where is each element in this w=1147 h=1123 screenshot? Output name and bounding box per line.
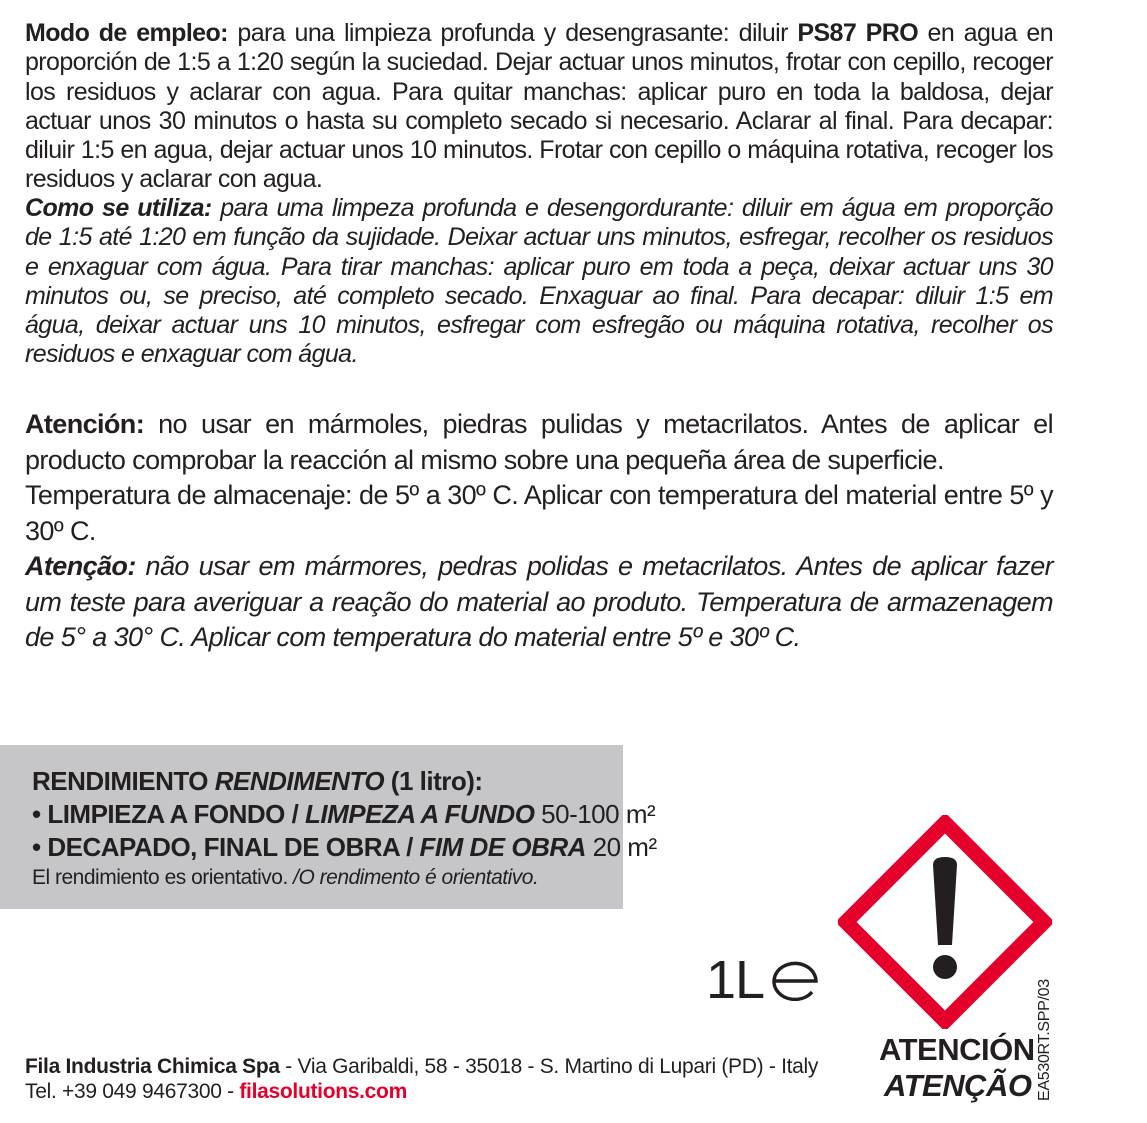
instructions-es xyxy=(25,19,1053,195)
yield-item2-value: 20 m² xyxy=(585,832,657,862)
estimated-e-mark-icon xyxy=(770,961,820,1001)
product-code: EA530RT.SPP/03 xyxy=(1036,979,1053,1101)
exclamation-mark-hazard-icon xyxy=(838,815,1052,1029)
storage-temperature-es: Temperatura de almacenaje: de 5º a 30º C. Aplicar con temperatura del material entre 5º y 30º C. xyxy=(25,480,1053,546)
warning-es-label: Atención: xyxy=(25,409,145,439)
yield-note xyxy=(32,866,538,890)
instructions-pt-label: Como se utiliza: xyxy=(25,194,212,222)
warning-pt-label: Atenção: xyxy=(25,551,136,581)
yield-item1-pt: LIMPEZA A FUNDO xyxy=(305,799,535,829)
warning-es xyxy=(25,407,1053,549)
warning-es-text: no usar en mármoles, piedras pulidas y metacrilatos. Antes de aplicar el producto comprobar la reacción al mismo sobre una pequeña área de superficie. xyxy=(25,409,1053,475)
yield-note-es: El rendimiento es orientativo. xyxy=(32,866,294,889)
yield-item1-value: 50-100 m² xyxy=(534,799,656,829)
signal-word-es: ATENCIÓN xyxy=(879,1032,1035,1067)
yield-item-deep-clean xyxy=(32,799,655,830)
warning-pt xyxy=(25,549,1053,656)
warning-pt-text: não usar em mármores, pedras polidas e metacrilatos. Antes de aplicar fazer um teste para averiguar a reação do material ao produto. Temperatura de armazenagem de 5° a 30° C. Aplicar com temperatura do material entre 5º e 30º C. xyxy=(25,551,1053,652)
yield-title-pt: RENDIMENTO xyxy=(214,766,385,796)
yield-item2-es: • DECAPADO, FINAL DE OBRA / xyxy=(32,832,420,862)
volume-label: 1L xyxy=(706,950,765,1010)
instructions-es-label: Modo de empleo: xyxy=(25,19,228,47)
yield-title xyxy=(32,766,483,797)
footer-address xyxy=(25,1055,818,1079)
yield-title-es: RENDIMIENTO xyxy=(32,766,215,796)
instructions-es-text-b: en agua en proporción de 1:5 a 1:20 según la suciedad. Dejar actuar unos minutos, frotar con cepillo, recoger los residuos y aclarar con agua. Para quitar manchas: aplicar puro en toda la baldosa, dejar actuar unos 30 minutos o hasta su completo secado si necesario. Aclarar al final. Para decapar: diluir 1:5 en agua, dejar actuar unos 10 minutos. Frotar con cepillo o máquina rotativa, recoger los residuos y aclarar con agua. xyxy=(25,19,1054,194)
company-address: - Via Garibaldi, 58 - 35018 - S. Martino di Lupari (PD) - Italy xyxy=(279,1055,819,1078)
company-name: Fila Industria Chimica Spa xyxy=(25,1055,280,1078)
signal-word-pt: ATENÇÃO xyxy=(884,1068,1032,1103)
instructions-pt xyxy=(25,194,1053,370)
product-name: PS87 PRO xyxy=(797,19,919,47)
footer-contact xyxy=(25,1080,407,1104)
yield-title-qty: (1 litro): xyxy=(384,766,483,796)
yield-item2-pt: FIM DE OBRA xyxy=(419,832,586,862)
phone-number: Tel. +39 049 9467300 - xyxy=(25,1080,240,1103)
yield-item1-es: • LIMPIEZA A FONDO / xyxy=(32,799,306,829)
instructions-es-text-a: para una limpieza profunda y desengrasante: diluir xyxy=(227,19,798,47)
yield-item-stripping xyxy=(32,832,657,863)
instructions-pt-text: para uma limpeza profunda e desengordurante: diluir em água em proporção de 1:5 até 1:20 em função da sujidade. Deixar actuar uns minutos, esfregar, recolher os residuos e enxaguar com água. Para tirar manchas: aplicar puro em toda a peça, deixar actuar uns 30 minutos ou, se preciso, até completo secado. Enxaguar ao final. Para decapar: diluir 1:5 em água, deixar actuar uns 10 minutos, esfregar com esfregão ou máquina rotativa, recolher os residuos e enxaguar com água. xyxy=(25,194,1053,369)
website-link[interactable]: filasolutions.com xyxy=(239,1080,407,1103)
yield-note-pt: /O rendimento é orientativo. xyxy=(293,866,539,889)
